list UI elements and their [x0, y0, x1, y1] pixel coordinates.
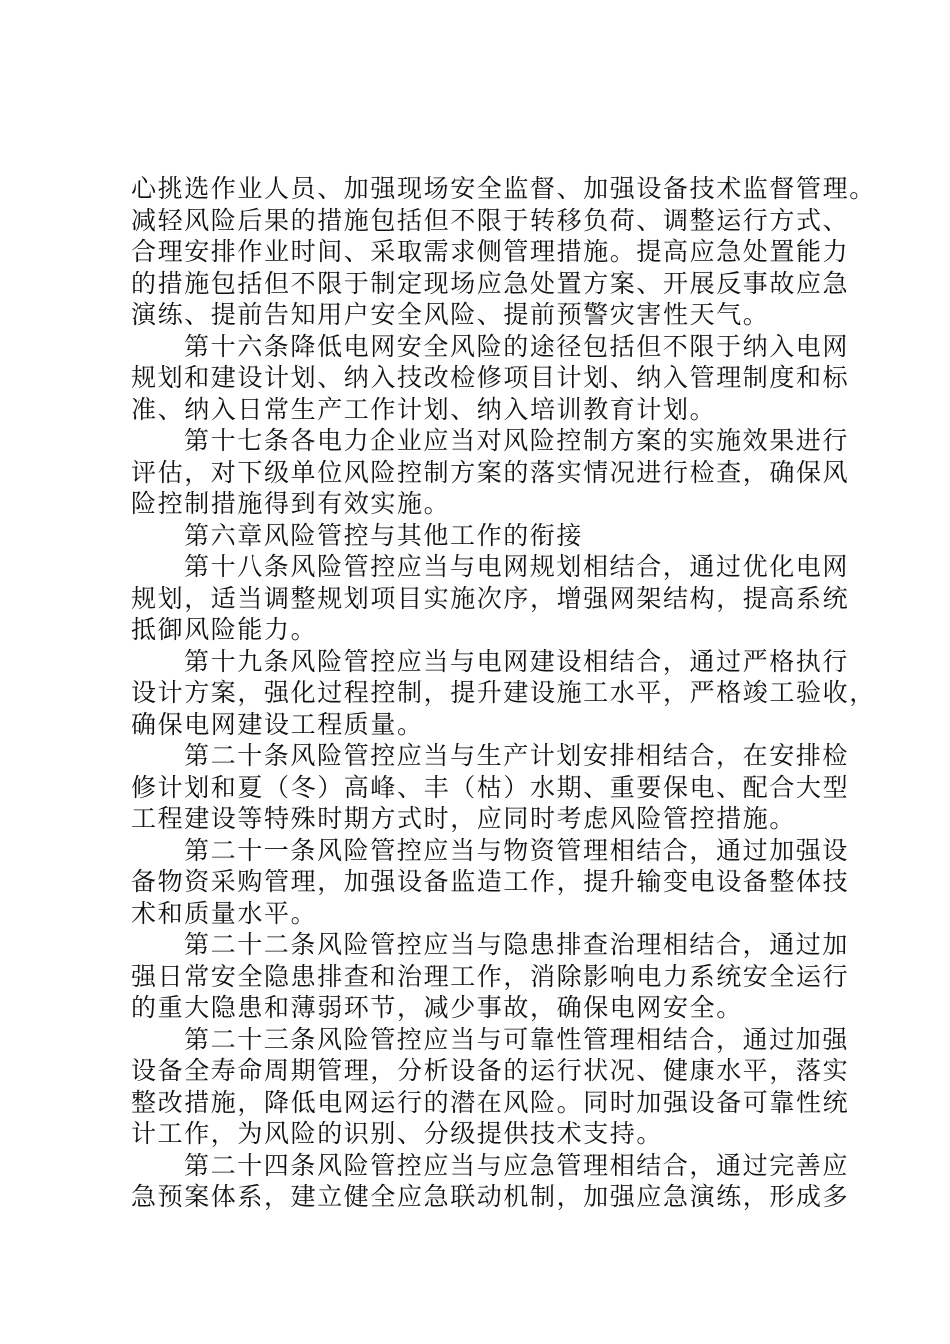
text-line: 规划，适当调整规划项目实施次序，增强网架结构，提高系统 — [131, 583, 850, 613]
paragraph-article-18 — [131, 551, 850, 646]
text-line: 设计方案，强化过程控制，提升建设施工水平，严格竣工验收， — [131, 678, 876, 707]
text-line: 设备全寿命周期管理，分析设备的运行状况、健康水平，落实 — [131, 1056, 850, 1085]
text-line: 评估，对下级单位风险控制方案的落实情况进行检查，确保风 — [131, 457, 850, 487]
paragraph-article-19 — [131, 646, 876, 741]
text-line: 计工作，为风险的识别、分级提供技术支持。 — [131, 1119, 664, 1148]
chapter-heading — [131, 520, 831, 552]
paragraph-article-21 — [131, 835, 850, 930]
paragraph-risk-measures-continued — [131, 173, 876, 331]
document-body — [131, 173, 876, 1213]
paragraph-article-17 — [131, 425, 850, 520]
text-line: 修计划和夏（冬）高峰、丰（枯）水期、重要保电、配合大型 — [131, 772, 850, 802]
text-line: 的重大隐患和薄弱环节，减少事故，确保电网安全。 — [131, 993, 743, 1022]
text-line: 确保电网建设工程质量。 — [131, 709, 424, 739]
text-line: 强日常安全隐患排查和治理工作，消除影响电力系统安全运行 — [131, 961, 850, 991]
text-line: 整改措施，降低电网运行的潜在风险。同时加强设备可靠性统 — [131, 1087, 850, 1117]
text-line: 第二十一条风险管控应当与物资管理相结合，通过加强设 — [184, 835, 850, 865]
text-line: 第十九条风险管控应当与电网建设相结合，通过严格执行 — [184, 646, 850, 676]
text-line: 第二十条风险管控应当与生产计划安排相结合，在安排检 — [184, 741, 850, 770]
text-line: 工程建设等特殊时期方式时，应同时考虑风险管控措施。 — [131, 804, 797, 833]
paragraph-article-23 — [131, 1024, 850, 1150]
text-line: 第十七条各电力企业应当对风险控制方案的实施效果进行 — [184, 426, 850, 455]
text-line: 的措施包括但不限于制定现场应急处置方案、开展反事故应急 — [131, 268, 850, 298]
text-line: 急预案体系，建立健全应急联动机制，加强应急演练，形成多 — [131, 1182, 850, 1211]
text-line: 合理安排作业时间、采取需求侧管理措施。提高应急处置能力 — [131, 237, 850, 266]
text-line: 术和质量水平。 — [131, 898, 318, 928]
text-line: 规划和建设计划、纳入技改检修项目计划、纳入管理制度和标 — [131, 363, 850, 392]
text-line: 抵御风险能力。 — [131, 615, 318, 644]
text-line: 减轻风险后果的措施包括但不限于转移负荷、调整运行方式、 — [131, 205, 850, 235]
text-line: 备物资采购管理，加强设备监造工作，提升输变电设备整体技 — [131, 867, 850, 896]
text-line: 准、纳入日常生产工作计划、纳入培训教育计划。 — [131, 394, 717, 424]
text-line: 险控制措施得到有效实施。 — [131, 489, 451, 518]
text-line: 第二十二条风险管控应当与隐患排查治理相结合，通过加 — [184, 930, 850, 959]
text-line: 心挑选作业人员、加强现场安全监督、加强设备技术监督管理。 — [131, 174, 876, 203]
paragraph-article-20 — [131, 740, 850, 835]
chapter-title: 第六章风险管控与其他工作的衔接 — [184, 520, 584, 550]
paragraph-article-22 — [131, 929, 850, 1024]
paragraph-article-24 — [131, 1150, 850, 1213]
text-line: 演练、提前告知用户安全风险、提前预警灾害性天气。 — [131, 300, 770, 329]
text-line: 第十六条降低电网安全风险的途径包括但不限于纳入电网 — [184, 331, 850, 361]
paragraph-article-16 — [131, 331, 850, 426]
text-line: 第二十四条风险管控应当与应急管理相结合，通过完善应 — [184, 1150, 850, 1180]
text-line: 第二十三条风险管控应当与可靠性管理相结合，通过加强 — [184, 1024, 850, 1054]
text-line: 第十八条风险管控应当与电网规划相结合，通过优化电网 — [184, 552, 850, 581]
